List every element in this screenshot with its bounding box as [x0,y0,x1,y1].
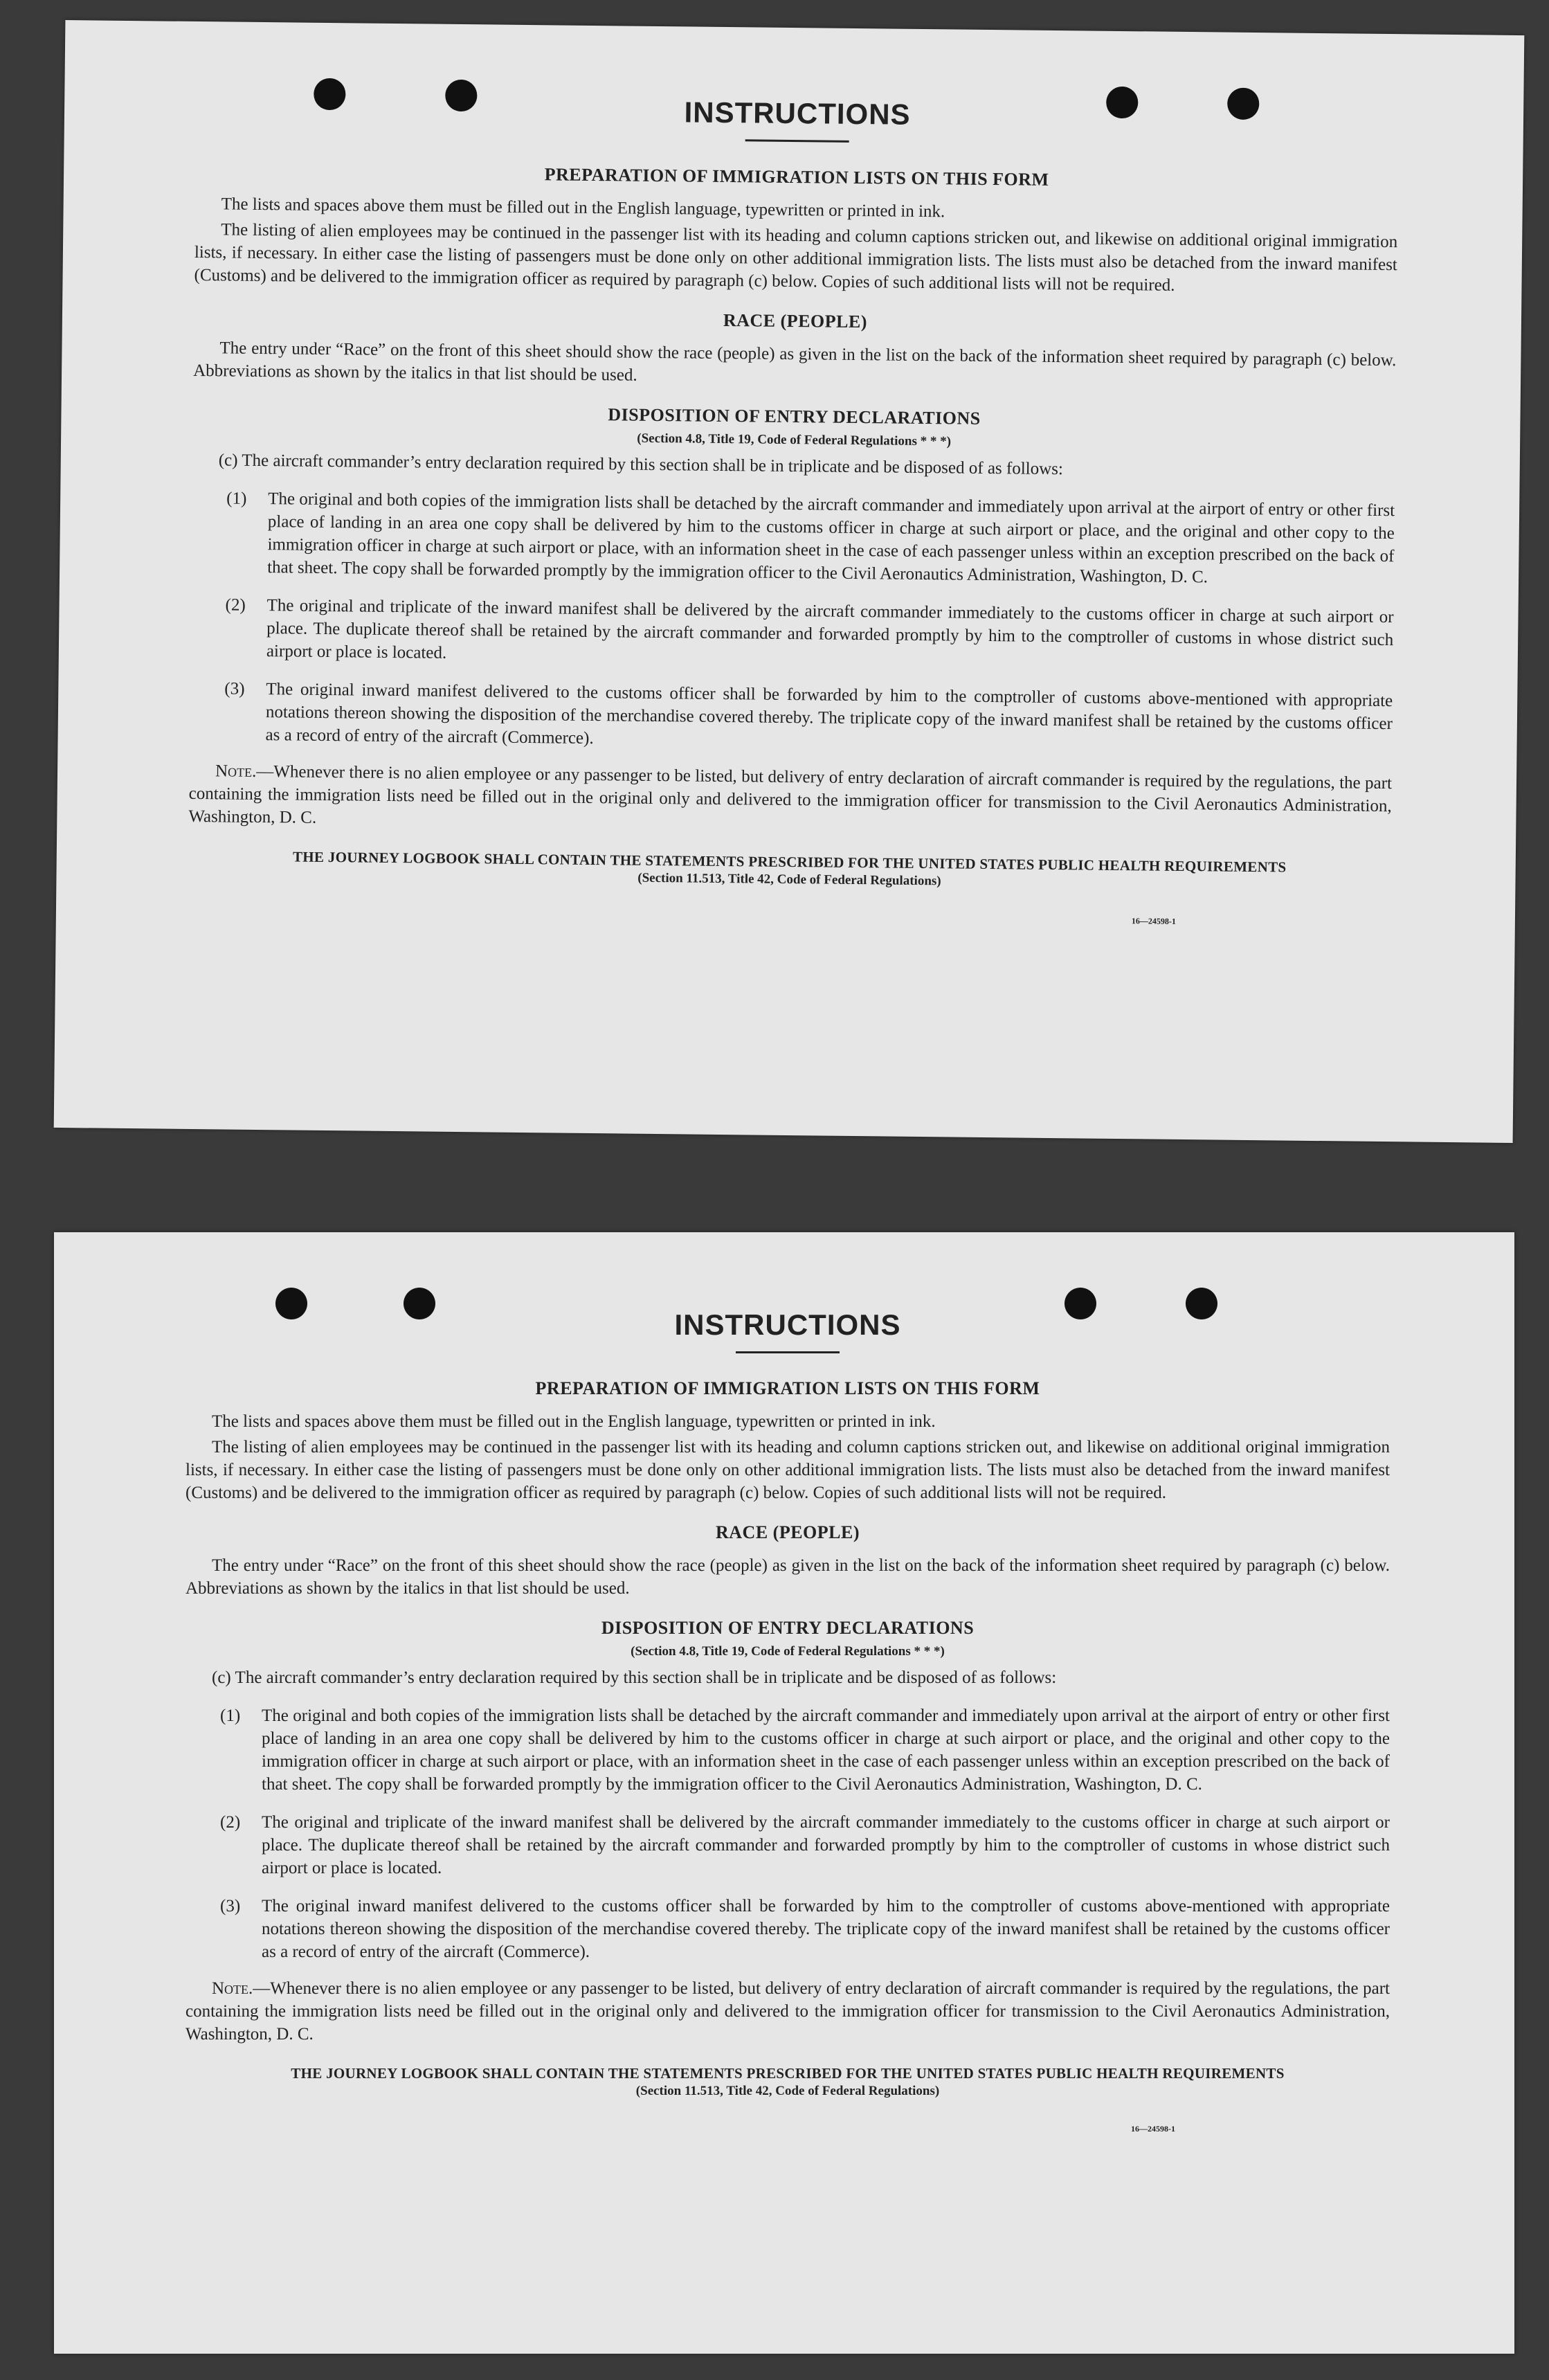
para-alien-employees: The listing of alien employees may be continued in the passenger list with its heading and column captions stricken out, and likewise on additional original immigration lists, if necessary. In either case the listing of passengers must be done only on other additional immigration lists. The lists must also be detached from the inward manifest (Customs) and be delivered to the immigration officer as required by paragraph (c) below. Copies of such additional lists will not be required. [194,220,1398,295]
note-text: —Whenever there is no alien employee or any passenger to be listed, but delivery of entry declaration of aircraft commander is required by the regulations, the part containing the immigration lists need be filled out in the original only and delivered to the immigration officer for transmission to the Civil Aeronautics Administration, Washington, D. C. [188,761,1393,827]
journey-reference: (Section 11.513, Title 42, Code of Federal Regulations) [637,870,941,889]
page-title: INSTRUCTIONS [674,1308,901,1341]
para-race: The entry under “Race” on the front of this sheet should show the race (people) as given in the list on the back of the information sheet required by paragraph (c) below. Abbreviations as shown by the italics in that list should be used. [185,1556,1390,1598]
instruction-sheet-top [54,20,1525,1143]
heading-disposition: DISPOSITION OF ENTRY DECLARATIONS [601,1618,975,1638]
note-text: —Whenever there is no alien employee or any passenger to be listed, but delivery of entry declaration of aircraft commander is required by the regulations, the part containing the immigration lists need be filled out in the original only and delivered to the immigration officer for transmission to the Civil Aeronautics Administration, Washington, D. C. [185,1979,1390,2044]
title-rule [736,1351,840,1353]
journey-logbook-statement: THE JOURNEY LOGBOOK SHALL CONTAIN THE STATEMENTS PRESCRIBED FOR THE UNITED STATES PUBLIC HEALTH REQUIREMENTS [291,2065,1285,2082]
sheet-content [185,1308,1390,2134]
form-number: 16—24598-1 [1131,2124,1175,2134]
item-number: (1) [220,1706,241,1725]
item-text: The original and triplicate of the inward manifest shall be delivered by the aircraft commander immediately to the customs officer in charge at such airport or place. The duplicate thereof shall be retained by the aircraft commander and forwarded promptly by him to the comptroller of customs in whose district such airport or place is located. [262,1813,1390,1877]
item-number: (2) [220,1813,241,1832]
heading-disposition: DISPOSITION OF ENTRY DECLARATIONS [608,404,981,429]
note-paragraph [185,1977,1390,2046]
item-text: The original and triplicate of the inward manifest shall be delivered by the aircraft commander immediately to the customs officer in charge at such airport or place. The duplicate thereof shall be retained by the aircraft commander and forwarded promptly by him to the comptroller of customs in whose district such airport or place is located. [266,596,1394,662]
instruction-sheet-bottom [54,1232,1514,2354]
heading-race: RACE (PEOPLE) [723,309,868,332]
heading-race: RACE (PEOPLE) [716,1522,860,1542]
item-number: (1) [226,489,247,508]
item-text: The original and both copies of the immigration lists shall be detached by the aircraft commander and immediately upon arrival at the airport of entry or other first place of landing in an area one copy shall be delivered by him to the customs officer in charge at such airport or place, and the original and other copy to the immigration officer in charge at such airport or place, with an information sheet in the case of each passenger unless within an exception prescribed on the back of that sheet. The copy shall be forwarded promptly by the immigration officer to the Civil Aeronautics Administration, Washington, D. C. [267,489,1395,587]
disposition-reference: (Section 4.8, Title 19, Code of Federal Regulations * * *) [631,1644,945,1659]
disposition-reference: (Section 4.8, Title 19, Code of Federal Regulations * * *) [637,431,952,449]
item-text: The original inward manifest delivered to the customs officer shall be forwarded by him to the comptroller of customs above-mentioned with appropriate notations thereon showing the disposition of the merchandise covered thereby. The triplicate copy of the inward manifest shall be retained by the customs officer as a record of entry of the aircraft (Commerce). [265,680,1393,748]
heading-preparation: PREPARATION OF IMMIGRATION LISTS ON THIS FORM [544,164,1049,190]
sheet-content [188,91,1399,929]
list-item [191,487,1395,591]
list-item [185,1704,1390,1796]
item-number: (2) [225,595,246,615]
item-number: (3) [220,1897,241,1915]
para-c: (c) The aircraft commander’s entry declaration required by this section shall be in triplicate and be disposed of as follows: [218,451,1064,479]
list-item [185,1895,1390,1963]
journey-logbook-statement: THE JOURNEY LOGBOOK SHALL CONTAIN THE STATEMENTS PRESCRIBED FOR THE UNITED STATES PUBLIC HEALTH REQUIREMENTS [292,848,1287,876]
para-c: (c) The aircraft commander’s entry declaration required by this section shall be in triplicate and be disposed of as follows: [212,1668,1057,1687]
para-lists: The lists and spaces above them must be filled out in the English language, typewritten or printed in ink. [221,195,945,222]
note-paragraph [188,759,1392,840]
journey-reference: (Section 11.513, Title 42, Code of Federal Regulations) [635,2084,940,2098]
list-item [189,677,1393,758]
page-title: INSTRUCTIONS [684,96,911,131]
item-number: (3) [224,679,245,698]
note-label: Note. [212,1979,253,1998]
item-text: The original inward manifest delivered to the customs officer shall be forwarded by him to the comptroller of customs above-mentioned with appropriate notations thereon showing the disposition of the merchandise covered thereby. The triplicate copy of the inward manifest shall be retained by the customs officer as a record of entry of the aircraft (Commerce). [262,1897,1390,1961]
item-text: The original and both copies of the immigration lists shall be detached by the aircraft commander and immediately upon arrival at the airport of entry or other first place of landing in an area one copy shall be delivered by him to the customs officer in charge at such airport or place, and the original and other copy to the immigration officer in charge at such airport or place, with an information sheet in the case of each passenger unless within an exception prescribed on the back of that sheet. The copy shall be forwarded promptly by the immigration officer to the Civil Aeronautics Administration, Washington, D. C. [262,1706,1390,1794]
para-alien-employees: The listing of alien employees may be continued in the passenger list with its heading and column captions stricken out, and likewise on additional original immigration lists, if necessary. In either case the listing of passengers must be done only on other additional immigration lists. The lists must also be detached from the inward manifest (Customs) and be delivered to the immigration officer as required by paragraph (c) below. Copies of such additional lists will not be required. [185,1438,1390,1502]
para-race: The entry under “Race” on the front of this sheet should show the race (people) as given in the list on the back of the information sheet required by paragraph (c) below. Abbreviations as shown by the italics in that list should be used. [193,339,1397,385]
list-item [190,593,1394,674]
form-number: 16—24598-1 [1131,916,1176,926]
list-item [185,1811,1390,1879]
title-rule [745,139,849,143]
note-label: Note. [215,761,257,781]
para-lists: The lists and spaces above them must be filled out in the English language, typewritten or printed in ink. [212,1412,936,1431]
heading-preparation: PREPARATION OF IMMIGRATION LISTS ON THIS FORM [535,1378,1040,1398]
